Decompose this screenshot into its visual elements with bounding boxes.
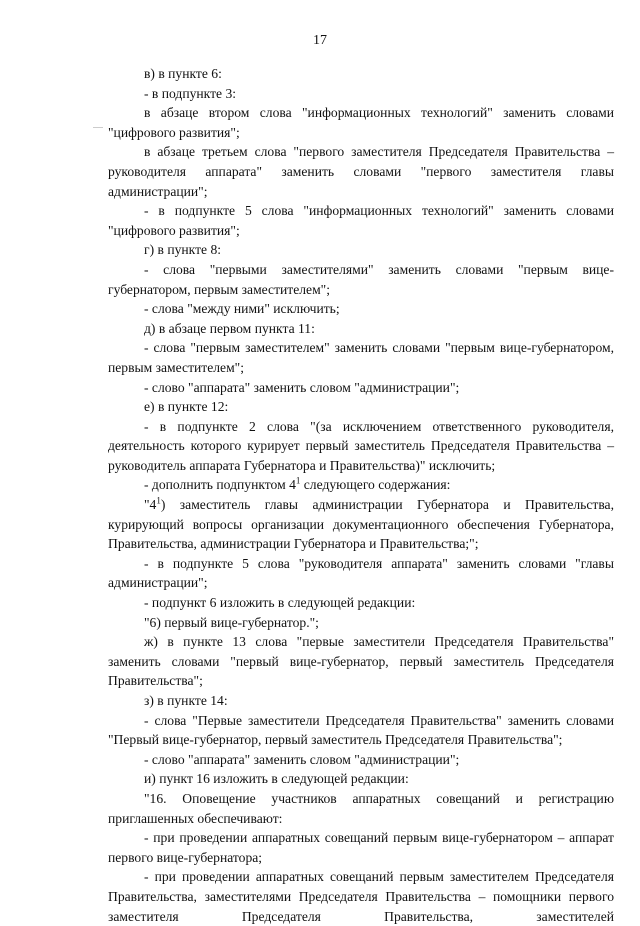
paragraph: - слово "аппарата" заменить словом "администрации"; [144,751,460,767]
paragraph: - при проведении аппаратных совещаний первым вице-губернатором – аппарат первого вице-губернатора; [108,830,614,865]
superscript: 1 [295,475,301,486]
paragraph: "16. Оповещение участников аппаратных совещаний и регистрацию приглашенных обеспечивают: [108,790,614,826]
paragraph: "6) первый вице-губернатор."; [144,614,319,630]
paragraph: - в подпункте 2 слова "(за исключением ответственного руководителя, деятельность которого курирует первый заместитель Председателя Правительства – руководитель аппарата Губернатора и Правительства)" исключить; [108,418,614,473]
paragraph: - слова "между ними" исключить; [144,301,340,317]
paragraph: - слово "аппарата" заменить словом "администрации"; [144,379,460,395]
paragraph: е) в пункте 12: [144,399,229,415]
paragraph-text: - дополнить подпунктом 4 [144,477,296,493]
paragraph: - подпункт 6 изложить в следующей редакции: [144,595,416,611]
document-body [108,64,614,926]
paragraph: г) в пункте 8: [144,242,222,258]
superscript: 1 [156,495,161,506]
paragraph: - слова "первым заместителем" заменить словами "первым вице-губернатором, первым заместителем"; [108,340,614,375]
paragraph: з) в пункте 14: [144,693,228,708]
paragraph: - в подпункте 5 слова "информационных технологий" заменить словами "цифрового развития"; [108,203,614,238]
margin-mark [93,127,103,128]
paragraph: в) в пункте 6: [144,66,222,81]
paragraph: в абзаце втором слова "информационных технологий" заменить словами "цифрового развития"; [108,105,614,140]
paragraph: - при проведении аппаратных совещаний первым заместителем Председателя Правительства, заместителями Председателя Правительства – помощники первого заместителя Председателя Правительства, заместителей [108,869,614,924]
paragraph-text: ) заместитель главы администрации Губернатора и Правительства, курирующий вопросы организации документационного обеспечения Губернатора, Правительства, администрации Губернатора и Правительства;"; [108,497,614,552]
paragraph: д) в абзаце первом пункта 11: [144,320,315,336]
paragraph: - слова "Первые заместители Председателя Правительства" заменить словами "Первый вице-губернатор, первый заместитель Председателя Правительства"; [108,712,614,748]
page-number: 17 [313,33,327,48]
paragraph [108,495,614,554]
paragraph: - в подпункте 3: [144,85,237,101]
paragraph: - слова "первыми заместителями" заменить словами "первым вице-губернатором, первым заместителем"; [108,261,614,297]
paragraph: и) пункт 16 изложить в следующей редакции: [144,771,409,787]
paragraph-text: "4 [144,497,157,513]
paragraph: в абзаце третьем слова "первого заместителя Председателя Правительства – руководителя аппарата" заменить словами "первого заместителя главы администрации"; [108,144,614,199]
paragraph-text: следующего содержания: [300,477,451,493]
paragraph [108,475,614,495]
paragraph: - в подпункте 5 слова "руководителя аппарата" заменить словами "главы администрации"; [108,555,614,591]
paragraph: ж) в пункте 13 слова "первые заместители Председателя Правительства" заменить словами "первый вице-губернатор, первый заместитель Председателя Правительства"; [108,634,614,689]
